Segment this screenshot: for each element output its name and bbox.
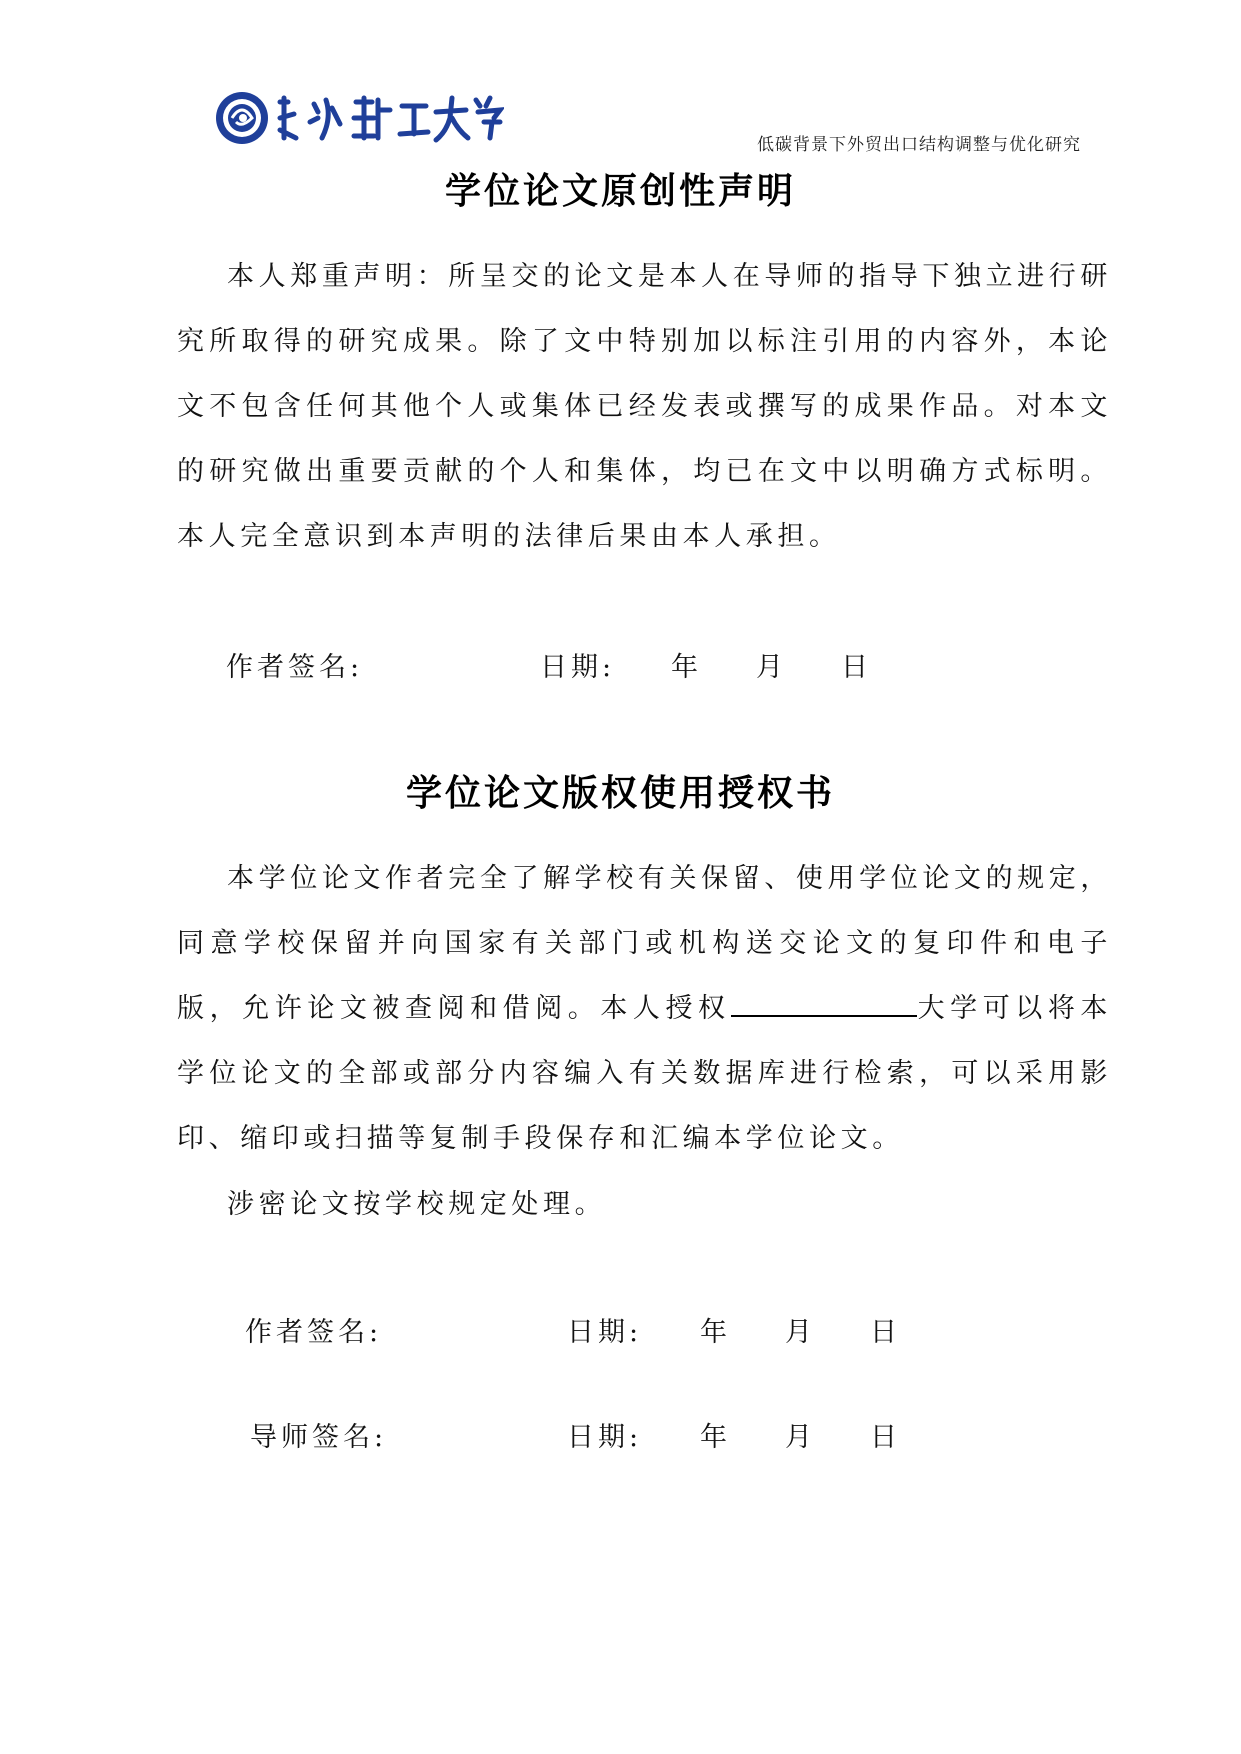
authorization-text-before: 本学位论文作者完全了解学校有关保留、使用学位论文的规定，同意学校保留并向国家有关部门或机构送交论文的复印件和电子版，允许论文被查阅和借阅。本人授权 (177, 863, 1112, 1024)
advisor-signature-row (250, 1415, 950, 1455)
date-label: 日期: (540, 652, 616, 683)
university-logo (214, 88, 504, 150)
secret-note: 涉密论文按学校规定处理。 (227, 1189, 607, 1220)
author-signature-label: 作者签名: (226, 652, 364, 683)
declaration-signature-row (226, 645, 926, 685)
author-signature-label: 作者签名: (245, 1317, 383, 1348)
declaration-title: 学位论文原创性声明 (444, 171, 796, 212)
secret-note-paragraph (177, 1172, 1112, 1237)
authorization-body (177, 846, 1112, 1171)
year-label: 年 (700, 1317, 731, 1348)
university-name-blank (731, 993, 917, 1017)
authorization-text-after: 大学可以将本学位论文的全部或部分内容编入有关数据库进行检索，可以采用影印、缩印或扫描等复制手段保存和汇编本学位论文。 (177, 993, 1112, 1154)
advisor-signature-label: 导师签名: (250, 1422, 388, 1453)
author-signature-row (245, 1310, 945, 1350)
date-label: 日期: (567, 1422, 643, 1453)
month-label: 月 (785, 1422, 816, 1453)
day-label: 日 (870, 1422, 901, 1453)
authorization-title: 学位论文版权使用授权书 (405, 773, 835, 814)
declaration-body (177, 244, 1112, 569)
date-label: 日期: (567, 1317, 643, 1348)
month-label: 月 (785, 1317, 816, 1348)
year-label: 年 (671, 652, 702, 683)
day-label: 日 (870, 1317, 901, 1348)
declaration-text: 本人郑重声明：所呈交的论文是本人在导师的指导下独立进行研究所取得的研究成果。除了文中特别加以标注引用的内容外，本论文不包含任何其他个人或集体已经发表或撰写的成果作品。对本文的研究做出重要贡献的个人和集体，均已在文中以明确方式标明。本人完全意识到本声明的法律后果由本人承担。 (177, 261, 1112, 552)
thesis-title-header: 低碳背景下外贸出口结构调整与优化研究 (757, 135, 1081, 155)
day-label: 日 (841, 652, 872, 683)
month-label: 月 (756, 652, 787, 683)
university-emblem-icon (214, 88, 504, 150)
year-label: 年 (700, 1422, 731, 1453)
